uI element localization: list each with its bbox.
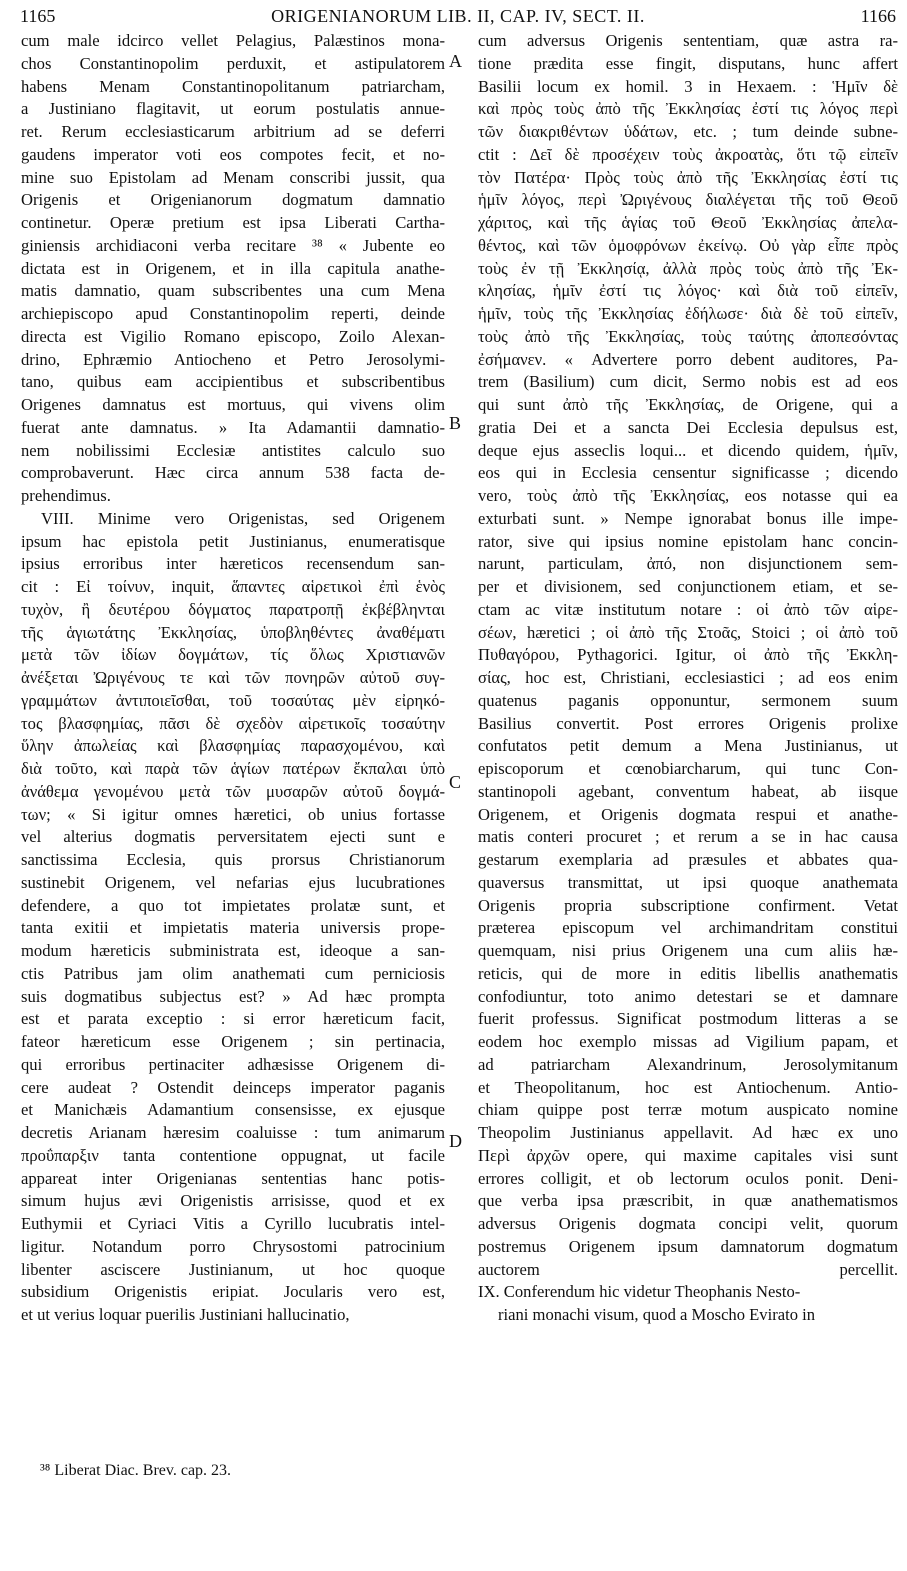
text-line: σίας, hoc est, Christiani, ecclesiastici ; ad eos enim <box>478 668 898 687</box>
text-line: mine suo Epistolam ad Menam conscribi jussit, qua <box>21 167 445 187</box>
text-line: γραμμάτων ἀντιποιεῖσθαι, τοῦ τοσαύτας μὲν εἰρηκό- <box>21 690 445 710</box>
text-line: prehendimus. <box>21 486 111 505</box>
running-title: ORIGENIANORUM LIB. II, CAP. IV, SECT. II. <box>271 6 645 26</box>
text-line: per et divisionem, sed conjunctionem etiam, et se- <box>478 577 898 596</box>
text-line: nem nobilissimi Ecclesiæ antistites calculo suo <box>21 440 445 460</box>
text-line: Basilius convertit. Post errores Origenis prolixe <box>478 713 898 733</box>
text-line: Πυθαγόρου, Pythagorici. Igitur, οἱ ἀπὸ τῆς Ἐκκλη- <box>478 645 898 665</box>
text-line: libenter asciscere Justinianum, ut hoc quoque <box>21 1259 445 1279</box>
text-line: deque ejus asseclis loqui... et dicendo quidem, ἡμῖν, <box>478 440 898 460</box>
text-line: Origenes damnatus est mortuus, qui vivens olim <box>21 395 445 414</box>
text-line: cit : Εἰ τοίνυν, inquit, ἅπαντες αἱρετικοὶ ἐπὶ ἑνὸς <box>21 577 445 596</box>
text-line: ἐσήμανεν. « Advertere porro debent auditores, Pa- <box>478 349 898 369</box>
text-line: καὶ πρὸς τοὺς ἀπὸ τῆς Ἐκκλησίας ἐστί τις λόγος περὶ <box>478 99 898 119</box>
text-line: defendere, a quo tot impietates prolatæ sunt, et <box>21 895 445 915</box>
text-line: fuerit professus. Significat postmodum litteras a se <box>478 1009 898 1029</box>
text-line: ad patriarcham Alexandrinum, Jerosolymitanum <box>478 1054 898 1074</box>
text-line: sanctissima Ecclesia, quis prorsus Christianorum <box>21 850 445 869</box>
text-line: cum adversus Origenis sententiam, quæ astra ra- <box>478 31 898 50</box>
text-line: suis dogmatibus subjectus est? » Ad hæc prompta <box>21 986 445 1006</box>
text-line: ctam ac vitæ institutum notare : οἱ ἀπὸ τῶν αἱρε- <box>478 599 898 619</box>
text-line: qui erroribus pertinaciter adhæsisse Origenem di- <box>21 1054 445 1074</box>
text-line: ἡμῖν, τοὺς τῆς Ἐκκλησίας ἐδήλωσε· διὰ δὲ τοῦ εἰπεῖν, <box>478 304 898 323</box>
text-line: et ut verius loquar puerilis Justiniani hallucinatio, <box>21 1305 350 1324</box>
left-column <box>21 30 445 1327</box>
text-line: quemquam, nisi prius Origenem una cum aliis hæ- <box>478 941 898 960</box>
running-header <box>20 6 896 32</box>
page-number-left: 1165 <box>20 6 56 26</box>
text-line: vero, τοὺς ἀπὸ τῆς Ἐκκλησίας, eos notasse qui ea <box>478 486 898 505</box>
text-line: ἡμῖν λόγος, περὶ Ὠριγένους διαλέγεται τῆς τοῦ Θεοῦ <box>478 190 898 210</box>
text-line: riani monachi visum, quod a Moscho Evirato in <box>498 1305 816 1324</box>
text-line: τοὺς ἀπὸ τῆς Ἐκκλησίας, τοὺς ταύτης ἀποπεσόντας <box>478 326 898 346</box>
text-line: ipsius erroribus inter hæreticos recensendum san- <box>21 554 445 574</box>
text-line: των; « Si igitur omnes hæretici, ob unius fortasse <box>21 804 445 824</box>
text-line: dictata est in Origenem, et in illa capitula anathe- <box>21 258 445 278</box>
text-line: gaudens imperator voti eos compotes fecit, et no- <box>21 144 445 164</box>
text-line: narunt, particulam, ἀπό, non disjunctionem sem- <box>478 554 898 574</box>
text-line: eos qui in Ecclesia censentur significasse ; dicendo <box>478 463 898 483</box>
text-line: ligitur. Notandum porro Chrysostomi patrocinium <box>21 1236 445 1256</box>
text-line: et Theopolitanum, hoc est Antiochenum. Antio- <box>478 1077 898 1097</box>
text-line: gratia Dei et a sancta Dei Ecclesia depulsus est, <box>478 417 898 437</box>
text-line: cere audeat ? Ostendit deinceps imperator paganis <box>21 1077 445 1097</box>
section-marker-b: B <box>449 413 462 433</box>
text-line: ἀνέξεται Ὠριγένους τε καὶ τῶν πονηρῶν αὐτοῦ συγ- <box>21 668 445 687</box>
text-line: qui sunt ἀπὸ τῆς Ἐκκλησίας, de Origene, qui a <box>478 395 898 414</box>
text-line: appareat inter Origenianas sententias hanc potis- <box>21 1168 445 1188</box>
text-line: προΰπαρξιν tanta contentione oppugnat, ut facile <box>21 1145 445 1165</box>
text-line: ὕλην ἀπωλείας καὶ βλασφημίας παρασχομένου, καὶ <box>21 736 445 756</box>
footnote: ³⁸ Liberat Diac. Brev. cap. 23. <box>40 1462 232 1479</box>
text-line: τῆς ἁγιωτάτης Ἐκκλησίας, ὑποβληθέντες ἀναθέματι <box>21 622 445 642</box>
text-line: stantinopoli agebant, conventum habeat, ab iisque <box>478 781 898 801</box>
text-line: confutatos petit demum a Mena Justinianus, ut <box>478 736 898 756</box>
text-line: τοὺς ἐν τῇ Ἐκκλησίᾳ, ἀλλὰ πρὸς τοὺς ἀπὸ τῆς Ἐκ- <box>478 258 898 278</box>
text-line: eodem hoc exemplo missas ad Vigilium papam, et <box>478 1032 898 1051</box>
text-line: a Justiniano flagitavit, ut eorum postulatis annue- <box>21 99 445 119</box>
text-line: archiepiscopo apud Constantinopolim reperti, deinde <box>21 304 445 323</box>
text-line: tione prædita esse fingit, disputans, hunc affert <box>478 53 898 73</box>
text-line: τὸν Πατέρα· Πρὸς τοὺς ἀπὸ τῆς Ἐκκλησίας ἐστί τις <box>478 167 898 187</box>
text-line: episcoporum et cœnobiarcharum, qui tunc Con- <box>478 759 898 778</box>
text-line: que verba ipsa præscribit, in quæ anathematismos <box>478 1191 898 1211</box>
text-line: σέων, hæretici ; οἱ ἀπὸ τῆς Στοᾶς, Stoici ; οἱ ἀπὸ τοῦ <box>478 622 898 642</box>
text-line: directa est Vigilio Romano episcopo, Zoilo Alexan- <box>21 326 445 346</box>
text-line: Origenem, et Origenis dogmata respui et anathe- <box>478 804 898 824</box>
text-line: confodiuntur, toto animo detestari se et damnare <box>478 986 898 1006</box>
text-line: ἀνάθεμα γενομένου μετὰ τῶν μυσαρῶν αὐτοῦ δογμά- <box>21 781 445 801</box>
text-line: reticis, qui de more in editis libellis anathematis <box>478 963 898 983</box>
text-line: matis damnatio, quam subscribentes una cum Mena <box>21 281 445 301</box>
text-line: Περὶ ἀρχῶν opere, qui maxime capitales visi sunt <box>478 1145 898 1165</box>
text-line: modum hæreticis subministrata est, ideoque a san- <box>21 941 445 960</box>
text-line: ctis Patribus jam olim anathemati cum perniciosis <box>21 963 445 983</box>
text-line: IX. Conferendum hic videtur Theophanis Nesto- <box>478 1282 801 1302</box>
text-line: Theopolim Justinianus appellavit. Ad hæc ex uno <box>478 1123 898 1142</box>
text-line: comprobaverunt. Hæc circa annum 538 facta de- <box>21 463 445 483</box>
text-line: et Manichæis Adamantium consensisse, ex ejusque <box>21 1100 445 1120</box>
text-line: decretis Arianam hæresim coaluisse : tum animarum <box>21 1123 445 1142</box>
text-line: ctit : Δεῖ δὲ προσέχειν τοὺς ἀκροατὰς, ὅτι τῷ εἰπεῖν <box>478 144 898 164</box>
text-line: κλησίας, ἡμῖν ἐστί τις λόγος· καὶ διὰ τοῦ εἰπεῖν, <box>478 281 898 301</box>
text-line: τῶν διακριθέντων ὑδάτων, etc. ; tum deinde subne- <box>478 122 898 141</box>
text-line: τος βλασφημίας, πᾶσι δὲ σχεδὸν αἱρετικοῖς τοσαύτην <box>21 713 445 733</box>
text-line: ipsum hac epistola petit Justinianus, enumeratisque <box>21 531 445 551</box>
text-line: habens Menam Constantinopolitanum patriarcham, <box>21 76 445 96</box>
text-line: continetur. Operæ pretium est ipsa Liberati Cartha- <box>21 213 445 232</box>
text-line: tanta exitii et impietatis materia universis prope- <box>21 918 445 938</box>
text-line: quatenus paganis opponuntur, sermonem suum <box>478 690 898 710</box>
text-line: est et parata exceptio : si error hæreticum facit, <box>21 1009 445 1029</box>
text-line: chiam quippe post terræ motum auspicato nomine <box>478 1100 898 1120</box>
text-line: gestarum exemplaria ad præsules et abbates qua- <box>478 850 898 869</box>
text-line: drino, Ephræmio Antiocheno et Petro Jerosolymi- <box>21 349 445 369</box>
text-line: Origenis propria subscriptione confirment. Vetat <box>478 895 898 915</box>
text-line: simum hujus ævi Origenistis arrisisse, quod et ex <box>21 1191 445 1211</box>
text-line: rator, sive qui ipsius nomine epistolam hanc concin- <box>478 531 898 551</box>
text-line: subsidium Origenistis eripiat. Jocularis vero est, <box>21 1282 445 1302</box>
text-line: VIII. Minime vero Origenistas, sed Origenem <box>41 508 445 528</box>
right-column <box>478 30 898 1327</box>
text-line: Euthymii et Cyriaci Vitis a Cyrillo lucubratis intel- <box>21 1214 445 1233</box>
text-line: errores colligit, et ob lectorum oculos ponit. Deni- <box>478 1168 898 1188</box>
text-line: θέντος, καὶ τῶν ὁμοφρόνων ἐκείνῳ. Οὐ γὰρ εἶπε πρὸς <box>478 235 898 255</box>
text-line: quaversus transmittat, ut ipsi quoque anathemata <box>478 872 898 892</box>
text-line: auctorem percellit. <box>478 1259 898 1279</box>
section-marker-c: C <box>449 772 462 792</box>
text-line: μετὰ τῶν ἰδίων δογμάτων, τίς ὅλως Χριστιανῶν <box>21 645 445 665</box>
text-line: exturbati sunt. » Nempe ignorabat bonus ille impe- <box>478 508 898 528</box>
text-line: vel alterius dogmatis perversitatem ejecti sunt e <box>21 827 445 847</box>
text-line: giniensis archidiaconi verba recitare ³⁸ « Jubente eo <box>21 235 445 255</box>
section-marker-d: D <box>449 1131 462 1151</box>
text-line: chos Constantinopolim perduxit, et astipulatorem <box>21 53 445 73</box>
section-marker-a: A <box>449 51 462 71</box>
text-line: adversus Origenis dogmata concipi velit, quorum <box>478 1214 898 1233</box>
text-line: cum male idcirco vellet Pelagius, Palæstinos mona- <box>21 31 445 50</box>
text-line: sustinebit Origenem, vel nefarias ejus lucubrationes <box>21 872 445 892</box>
text-line: matis conteri procuret ; et rerum a se in hac causa <box>478 827 898 847</box>
text-line: trem (Basilium) cum dicit, Sermo nobis est ad eos <box>478 372 898 392</box>
text-line: Origenis et Origenianorum dogmatum damnatio <box>21 190 445 210</box>
text-line: postremus Origenem ipsum damnatorum dogmatum <box>478 1236 898 1256</box>
text-line: tano, quibus eam accipientibus et subscribentibus <box>21 372 445 392</box>
page-number-right: 1166 <box>860 6 896 26</box>
text-line: χάριτος, καὶ τῆς ἁγίας τοῦ Θεοῦ Ἐκκλησίας ἀπελα- <box>478 213 898 232</box>
text-line: τυχὸν, ἢ δευτέρου δόγματος παρατροπῇ ἐκβέβληνται <box>21 599 445 619</box>
text-line: διὰ τοῦτο, καὶ παρὰ τῶν ἁγίων πατέρων ἔκπαλαι ὑπὸ <box>21 759 445 778</box>
text-line: Basilii locum ex homil. 3 in Hexaem. : Ἡμῖν δὲ <box>478 76 898 96</box>
text-line: præterea episcopum vel archimandritam constitui <box>478 918 898 938</box>
text-line: ret. Rerum ecclesiasticarum arbitrium ad se deferri <box>21 122 445 141</box>
text-line: fuerat ante damnatus. » Ita Adamantii damnatio- <box>21 417 445 437</box>
text-line: fateor hæreticum esse Origenem ; sin pertinacia, <box>21 1032 445 1051</box>
